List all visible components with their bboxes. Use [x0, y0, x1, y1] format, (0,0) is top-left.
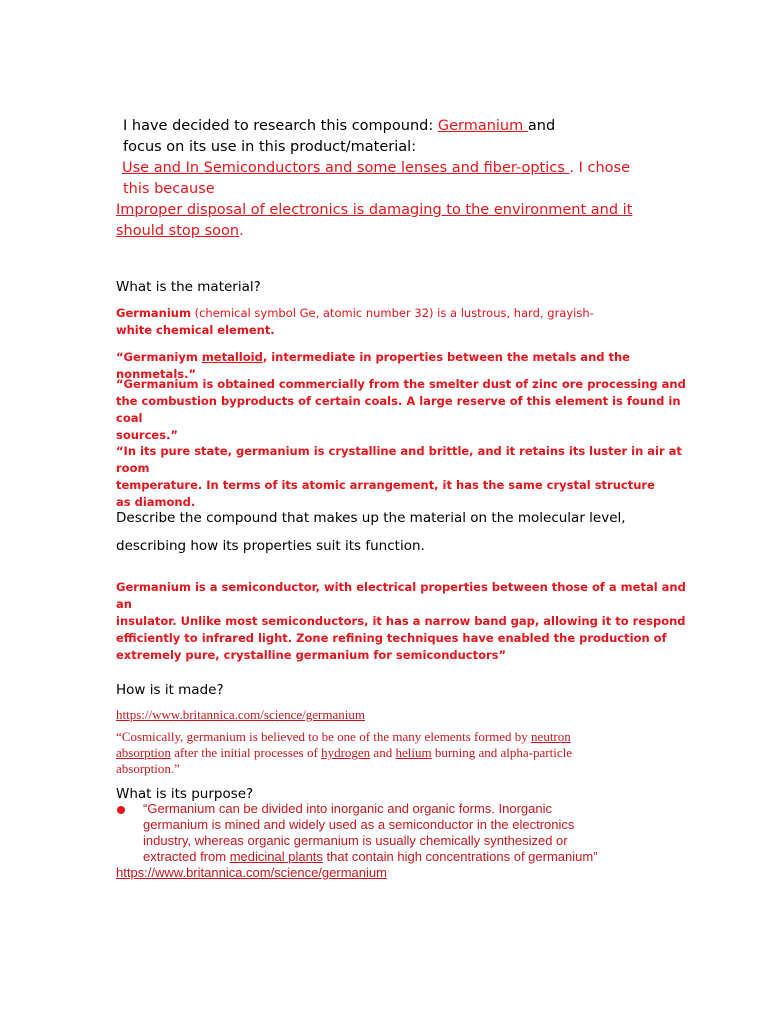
absorption-link[interactable]: absorption — [116, 745, 171, 760]
intro-line-3: Use and In Semiconductors and some lenses and fiber-optics . I chose — [122, 160, 631, 176]
intro-block — [116, 116, 656, 242]
material-paragraph-2: “Germaniym metalloid, intermediate in properties between the metals and the nonmetals.” — [116, 350, 630, 381]
material-paragraph-1: Germanium (chemical symbol Ge, atomic number 32) is a lustrous, hard, grayish- white chemical element. — [116, 306, 594, 337]
made-quote: “Cosmically, germanium is believed to be one of the many elements formed by neutron absorption after the initial processes of hydrogen and helium burning and alpha-particle absorption.” — [116, 729, 572, 776]
intro-line-6: should stop soon. — [116, 223, 244, 239]
product-use: Use and In Semiconductors and some lenses and fiber-optics — [122, 160, 570, 176]
neutron-link[interactable]: neutron — [531, 729, 571, 744]
bullet-icon — [117, 806, 125, 814]
question-molecular-heading-2: describing how its properties suit its function. — [116, 538, 425, 554]
question-made-heading: How is it made? — [116, 682, 224, 698]
britannica-link-1[interactable]: https://www.britannica.com/science/germanium — [116, 707, 365, 722]
material-paragraph-3: “Germanium is obtained commercially from the smelter dust of zinc ore processing and the combustion byproducts of certain coals. A large reserve of this element is found in coal sources.” — [116, 377, 686, 442]
question-material-heading: What is the material? — [116, 279, 261, 295]
helium-link[interactable]: helium — [395, 745, 432, 760]
medicinal-plants-link[interactable]: medicinal plants — [229, 849, 323, 864]
compound-name: Germanium — [437, 118, 528, 134]
metalloid-link[interactable]: metalloid — [201, 350, 263, 364]
molecular-paragraph: Germanium is a semiconductor, with electrical properties between those of a metal and an insulator. Unlike most semiconductors, it has a narrow band gap, allowing it to respond efficiently to infrared light. Zone refining techniques have enabled the production of extremely pure, crystalline germanium for semiconductors” — [116, 580, 686, 662]
hydrogen-link[interactable]: hydrogen — [321, 745, 371, 760]
material-paragraph-4: “In its pure state, germanium is crystalline and brittle, and it retains its luster in air at room temperature. In terms of its atomic arrangement, it has the same crystal structure as diamond. — [116, 444, 682, 509]
intro-line-1: I have decided to research this compound: Germanium and — [123, 118, 556, 134]
question-purpose-heading: What is its purpose? — [116, 786, 254, 802]
intro-line-5: Improper disposal of electronics is damaging to the environment and it — [116, 202, 633, 218]
intro-line-2: focus on its use in this product/material: — [123, 139, 417, 155]
question-molecular-heading-1: Describe the compound that makes up the material on the molecular level, — [116, 510, 626, 526]
britannica-link-2[interactable]: https://www.britannica.com/science/germanium — [116, 865, 387, 880]
purpose-bullet-text: “Germanium can be divided into inorganic and organic forms. Inorganic germanium is mined and widely used as a semiconductor in the electronics industry, whereas organic germanium is usually chemically synthesized or extracted from medicinal plants that contain high concentrations of germanium” — [143, 801, 598, 864]
intro-line-4: this because — [123, 181, 215, 197]
